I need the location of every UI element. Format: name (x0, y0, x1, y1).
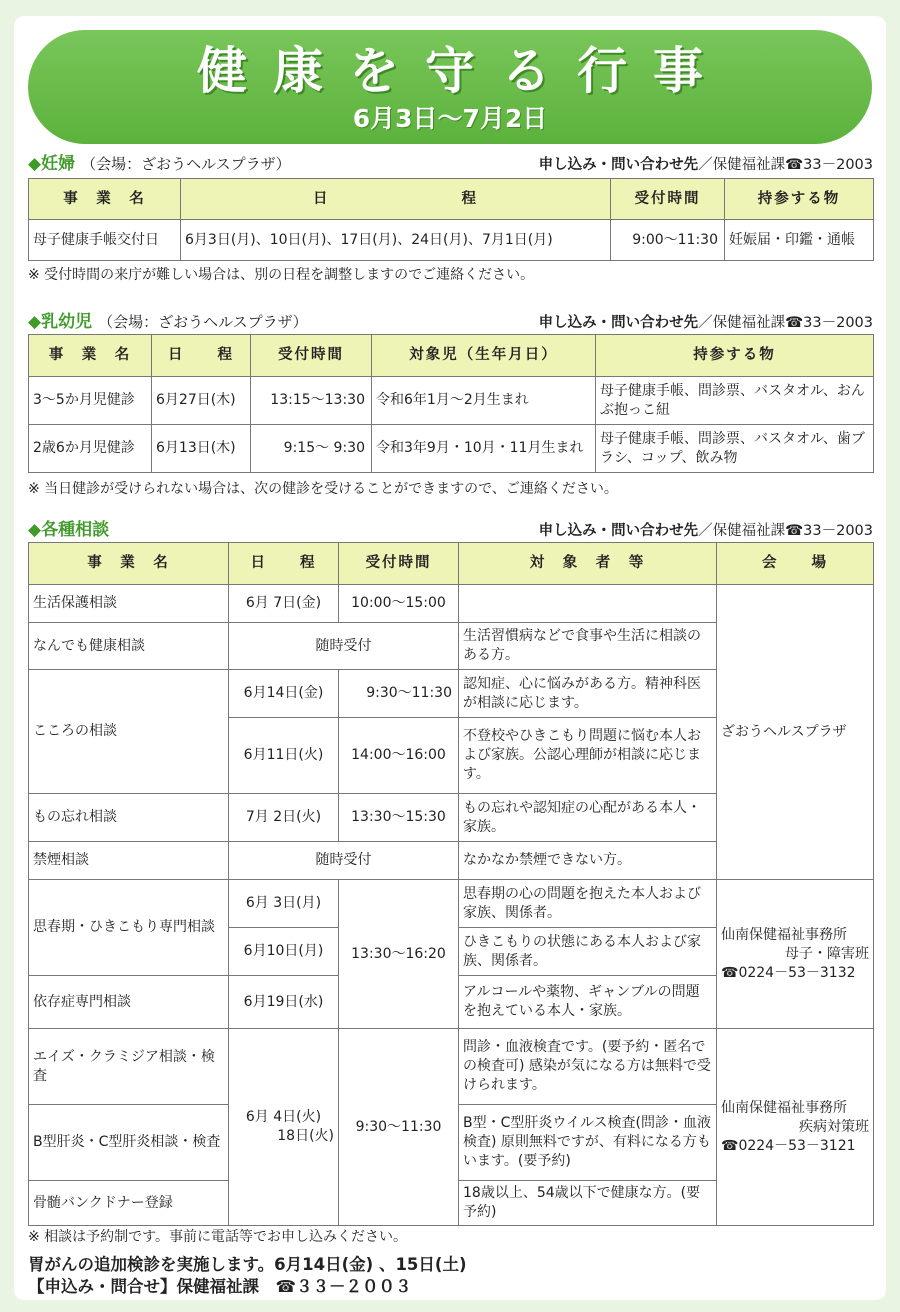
pregnancy-section-title: ◆妊婦 (28, 154, 76, 174)
table-row: こころの相談 6月14日(金) 9:30～11:30 認知症、心に悩みがある方。精神科医が相談に応じます。 (29, 670, 874, 718)
pregnancy-venue: （会場：ざおうヘルスプラザ） (81, 155, 291, 173)
table-row: 6月10日(月) ひきこもりの状態にある本人および家族、関係者。 (29, 928, 874, 976)
infant-section-title: ◆乳幼児 (28, 312, 93, 332)
table-row: なんでも健康相談 随時受付 生活習慣病などで食事や生活に相談のある方。 (29, 623, 874, 670)
consult-note: ※ 相談は予約制です。事前に電話等でお申し込みください。 (28, 1229, 408, 1245)
title-banner (28, 30, 872, 144)
venue-sennan-maternal: 仙南保健福祉事務所 母子・障害班 ☎0224－53－3132 (717, 880, 874, 1029)
consult-section-header (28, 516, 873, 540)
table-row: 6月11日(火) 14:00～16:00 不登校やひきこもり問題に悩む本人および家族。公認心理師が相談に応じます。 (29, 718, 874, 794)
table-row: 3～5か月児健診 6月27日(木) 13:15～13:30 令和6年1月～2月生まれ 母子健康手帳、問診票、バスタオル、おんぶ抱っこ紐 (29, 377, 874, 425)
consult-section-title: ◆各種相談 (28, 520, 110, 540)
event-period: 6月3日〜7月2日 (352, 104, 548, 133)
table-row: エイズ・クラミジア相談・検査 6月 4日(火) 18日(火) 9:30～11:30 問診・血液検査です。(要予約・匿名での検査可) 感染が気になる方は無料で受けられます。 仙南保健福祉事務所 疾病対策班 ☎0224－53－3121 (29, 1029, 874, 1105)
table-header-row: 事 業 名 日 程 受付時間 対象児（生年月日） 持参する物 (29, 335, 874, 377)
table-row: 思春期・ひきこもり専門相談 6月 3日(月) 13:30～16:20 思春期の心の問題を抱えた本人および家族、関係者。 仙南保健福祉事務所 母子・障害班 ☎0224－53－3132 (29, 880, 874, 928)
table-row: 依存症専門相談 6月19日(水) アルコールや薬物、ギャンブルの問題を抱えている本人・家族。 (29, 976, 874, 1029)
infant-contact: 申し込み・問い合わせ先／保健福祉課☎33－2003 (538, 315, 873, 331)
table-row: 母子健康手帳交付日 6月3日(月)、10日(月)、17日(月)、24日(月)、7月1日(月) 9:00～11:30 妊娠届・印鑑・通帳 (29, 220, 874, 261)
table-row: もの忘れ相談 7月 2日(火) 13:30～15:30 もの忘れや認知症の心配がある本人・家族。 (29, 794, 874, 842)
venue-sennan-disease: 仙南保健福祉事務所 疾病対策班 ☎0224－53－3121 (717, 1029, 874, 1226)
venue-zao: ざおうヘルスプラザ (717, 585, 874, 880)
stomach-cancer-notice: 胃がんの追加検診を実施します。6月14日(金) 、15日(土) (28, 1255, 467, 1274)
pregnancy-table (28, 178, 874, 261)
consult-contact: 申し込み・問い合わせ先／保健福祉課☎33－2003 (538, 523, 873, 539)
table-row: 2歳6か月児健診 6月13日(木) 9:15～ 9:30 令和3年9月・10月・11月生まれ 母子健康手帳、問診票、バスタオル、歯ブラシ、コップ、飲み物 (29, 425, 874, 473)
table-row: B型肝炎・C型肝炎相談・検査 B型・C型肝炎ウイルス検査(問診・血液検査) 原則無料ですが、有料になる方もいます。(要予約) (29, 1105, 874, 1181)
table-row: 生活保護相談 6月 7日(金) 10:00～15:00 ざおうヘルスプラザ (29, 585, 874, 623)
infant-note: ※ 当日健診が受けられない場合は、次の健診を受けることができますので、ご連絡ください。 (28, 481, 618, 497)
infant-section-header (28, 308, 873, 332)
consult-table (28, 542, 874, 1226)
table-row: 禁煙相談 随時受付 なかなか禁煙できない方。 (29, 842, 874, 880)
pregnancy-note: ※ 受付時間の来庁が難しい場合は、別の日程を調整しますのでご連絡ください。 (28, 267, 535, 283)
table-row: 骨髄バンクドナー登録 18歳以上、54歳以下で健康な方。(要予約) (29, 1181, 874, 1226)
infant-venue: （会場：ざおうヘルスプラザ） (98, 313, 308, 331)
pregnancy-section-header (28, 150, 873, 174)
infant-table (28, 334, 874, 473)
footer-contact: 【申込み・問合せ】保健福祉課 ☎３３－２００３ (28, 1277, 412, 1296)
table-header-row: 事 業 名 日 程 受付時間 対 象 者 等 会 場 (29, 543, 874, 585)
pregnancy-contact: 申し込み・問い合わせ先／保健福祉課☎33－2003 (538, 157, 873, 173)
page-title: 健康を守る行事 (197, 42, 729, 100)
table-header-row: 事 業 名 日 程 受付時間 持参する物 (29, 179, 874, 220)
